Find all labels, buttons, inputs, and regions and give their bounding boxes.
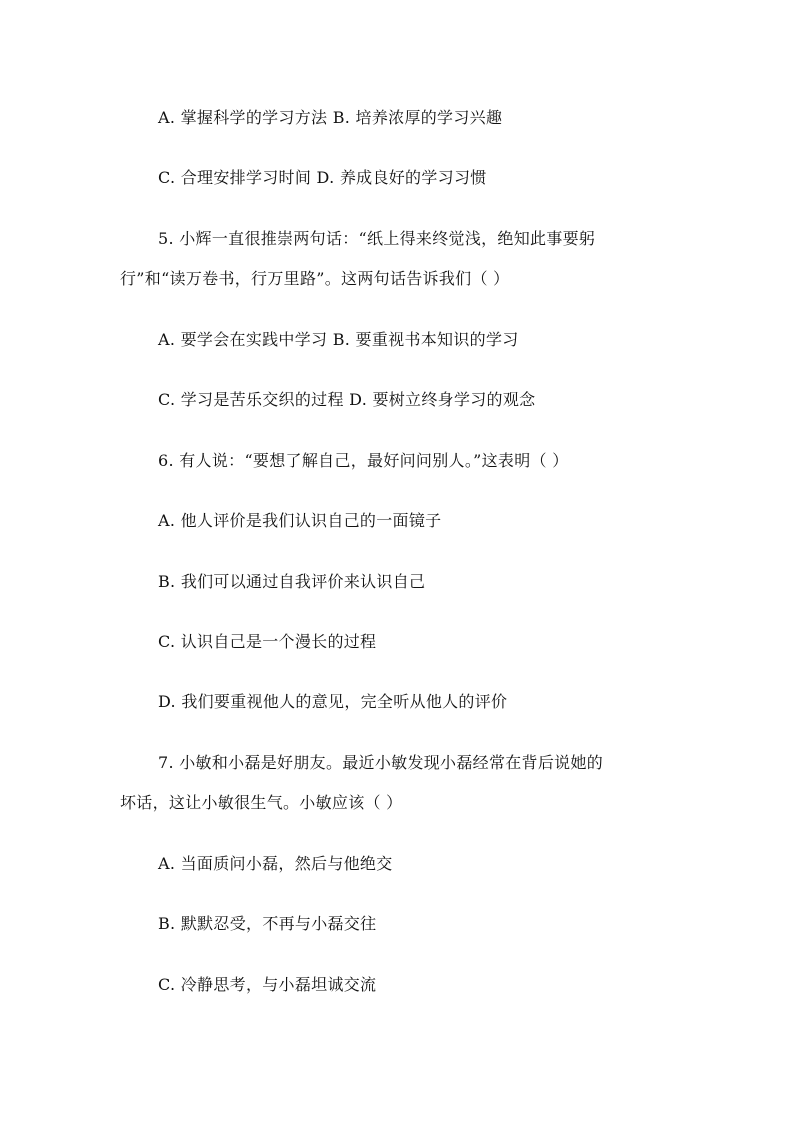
q6-option-c: C. 认识自己是一个漫长的过程 bbox=[158, 632, 377, 651]
q5-options-ab: A. 要学会在实践中学习 B. 要重视书本知识的学习 bbox=[158, 330, 519, 349]
q5-stem-line2: 行”和“读万卷书，行万里路”。这两句话告诉我们（ ） bbox=[120, 269, 510, 288]
q4-options-cd: C. 合理安排学习时间 D. 养成良好的学习习惯 bbox=[158, 168, 487, 187]
q4-options-ab: A. 掌握科学的学习方法 B. 培养浓厚的学习兴趣 bbox=[158, 108, 503, 127]
q5-options-cd: C. 学习是苦乐交织的过程 D. 要树立终身学习的观念 bbox=[158, 390, 536, 409]
q6-option-a: A. 他人评价是我们认识自己的一面镜子 bbox=[158, 511, 442, 530]
q7-option-c: C. 冷静思考，与小磊坦诚交流 bbox=[158, 975, 377, 994]
q7-stem-line2: 坏话，这让小敏很生气。小敏应该（ ） bbox=[120, 793, 403, 812]
q5-stem-line1: 5. 小辉一直很推崇两句话：“纸上得来终觉浅，绝知此事要躬 bbox=[158, 229, 596, 248]
q6-option-b: B. 我们可以通过自我评价来认识自己 bbox=[158, 572, 426, 591]
q6-option-d: D. 我们要重视他人的意见，完全听从他人的评价 bbox=[158, 692, 508, 711]
q7-option-b: B. 默默忍受，不再与小磊交往 bbox=[158, 914, 377, 933]
q7-stem-line1: 7. 小敏和小磊是好朋友。最近小敏发现小磊经常在背后说她的 bbox=[158, 753, 604, 772]
q6-stem: 6. 有人说：“要想了解自己，最好问问别人。”这表明（ ） bbox=[158, 451, 569, 470]
q7-option-a: A. 当面质问小磊，然后与他绝交 bbox=[158, 854, 393, 873]
